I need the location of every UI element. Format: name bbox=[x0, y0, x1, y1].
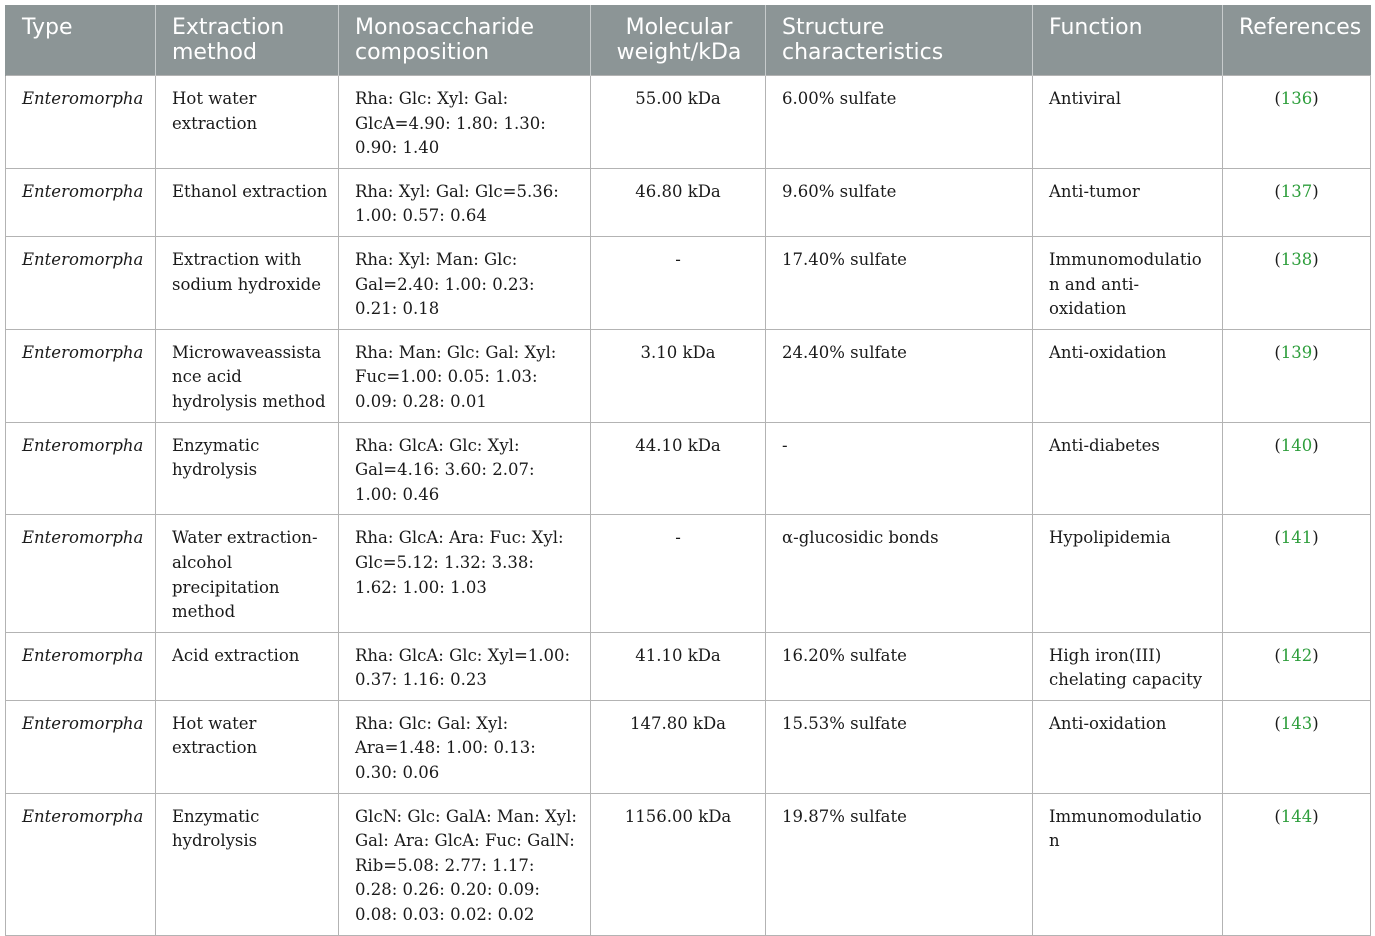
cell-extraction-method: Microwaveassistance acid hydrolysis method bbox=[156, 329, 339, 422]
cell-function: Anti-oxidation bbox=[1033, 329, 1223, 422]
table-row bbox=[6, 515, 1371, 632]
cell-composition: Rha: Glc: Xyl: Gal: GlcA=4.90: 1.80: 1.30: 0.90: 1.40 bbox=[339, 76, 591, 169]
ref-close-paren: ) bbox=[1312, 528, 1319, 548]
table-row bbox=[6, 632, 1371, 700]
cell-composition: GlcN: Glc: GalA: Man: Xyl: Gal: Ara: GlcA: Fuc: GalN: Rib=5.08: 2.77: 1.17: 0.28: 0.26: 0.20: 0.09: 0.08: 0.03: 0.02: 0.02 bbox=[339, 793, 591, 935]
cell-molecular-weight: 55.00 kDa bbox=[591, 76, 766, 169]
ref-open-paren: ( bbox=[1274, 342, 1281, 362]
table-row bbox=[6, 793, 1371, 935]
table-row bbox=[6, 236, 1371, 329]
header-row bbox=[6, 5, 1371, 76]
ref-close-paren: ) bbox=[1312, 435, 1319, 455]
reference-link[interactable]: 137 bbox=[1280, 181, 1313, 201]
cell-structure: α-glucosidic bonds bbox=[766, 515, 1033, 632]
ref-close-paren: ) bbox=[1312, 89, 1319, 108]
cell-type: Enteromorpha bbox=[6, 236, 156, 329]
cell-function: Antiviral bbox=[1033, 76, 1223, 169]
cell-function: Anti-tumor bbox=[1033, 168, 1223, 236]
cell-reference bbox=[1223, 515, 1371, 632]
table-row bbox=[6, 329, 1371, 422]
cell-function: Immunomodulation and anti-oxidation bbox=[1033, 236, 1223, 329]
cell-structure: 17.40% sulfate bbox=[766, 236, 1033, 329]
cell-molecular-weight: 44.10 kDa bbox=[591, 422, 766, 515]
header-molecular-weight: Molecular weight/kDa bbox=[591, 5, 766, 76]
table-row bbox=[6, 700, 1371, 793]
cell-structure: 6.00% sulfate bbox=[766, 76, 1033, 169]
cell-function: Immunomodulation bbox=[1033, 793, 1223, 935]
cell-molecular-weight: 3.10 kDa bbox=[591, 329, 766, 422]
ref-open-paren: ( bbox=[1274, 713, 1281, 733]
cell-extraction-method: Acid extraction bbox=[156, 632, 339, 700]
cell-type: Enteromorpha bbox=[6, 632, 156, 700]
cell-type: Enteromorpha bbox=[6, 793, 156, 935]
header-extraction-method: Extraction method bbox=[156, 5, 339, 76]
cell-composition: Rha: Man: Glc: Gal: Xyl: Fuc=1.00: 0.05: 1.03: 0.09: 0.28: 0.01 bbox=[339, 329, 591, 422]
reference-link[interactable]: 139 bbox=[1280, 342, 1313, 362]
table-row bbox=[6, 168, 1371, 236]
reference-link[interactable]: 141 bbox=[1280, 528, 1313, 548]
cell-extraction-method: Enzymatic hydrolysis bbox=[156, 422, 339, 515]
reference-link[interactable]: 138 bbox=[1280, 249, 1313, 269]
table-row bbox=[6, 422, 1371, 515]
cell-function: High iron(III) chelating capacity bbox=[1033, 632, 1223, 700]
cell-reference bbox=[1223, 793, 1371, 935]
cell-extraction-method: Enzymatic hydrolysis bbox=[156, 793, 339, 935]
cell-composition: Rha: Glc: Gal: Xyl: Ara=1.48: 1.00: 0.13: 0.30: 0.06 bbox=[339, 700, 591, 793]
ref-open-paren: ( bbox=[1274, 645, 1281, 665]
cell-extraction-method: Ethanol extraction bbox=[156, 168, 339, 236]
cell-composition: Rha: GlcA: Glc: Xyl: Gal=4.16: 3.60: 2.07: 1.00: 0.46 bbox=[339, 422, 591, 515]
header-structure-characteristics: Structure characteristics bbox=[766, 5, 1033, 76]
cell-structure: 24.40% sulfate bbox=[766, 329, 1033, 422]
header-references: References bbox=[1223, 5, 1371, 76]
ref-open-paren: ( bbox=[1274, 181, 1281, 201]
cell-composition: Rha: Xyl: Gal: Glc=5.36: 1.00: 0.57: 0.64 bbox=[339, 168, 591, 236]
header-monosaccharide-composition: Monosaccharide composition bbox=[339, 5, 591, 76]
cell-reference bbox=[1223, 76, 1371, 169]
ref-open-paren: ( bbox=[1274, 528, 1281, 548]
cell-extraction-method: Extraction with sodium hydroxide bbox=[156, 236, 339, 329]
ref-close-paren: ) bbox=[1312, 181, 1319, 201]
cell-composition: Rha: GlcA: Glc: Xyl=1.00: 0.37: 1.16: 0.23 bbox=[339, 632, 591, 700]
cell-extraction-method: Hot water extraction bbox=[156, 76, 339, 169]
cell-molecular-weight: 46.80 kDa bbox=[591, 168, 766, 236]
cell-structure: 19.87% sulfate bbox=[766, 793, 1033, 935]
reference-link[interactable]: 144 bbox=[1280, 806, 1313, 826]
cell-type: Enteromorpha bbox=[6, 329, 156, 422]
cell-molecular-weight: 41.10 kDa bbox=[591, 632, 766, 700]
cell-structure: 16.20% sulfate bbox=[766, 632, 1033, 700]
header-function: Function bbox=[1033, 5, 1223, 76]
reference-link[interactable]: 143 bbox=[1280, 713, 1313, 733]
cell-molecular-weight: 147.80 kDa bbox=[591, 700, 766, 793]
cell-reference bbox=[1223, 422, 1371, 515]
reference-link[interactable]: 136 bbox=[1280, 89, 1313, 108]
reference-link[interactable]: 140 bbox=[1280, 435, 1313, 455]
header-type: Type bbox=[6, 5, 156, 76]
cell-structure: 15.53% sulfate bbox=[766, 700, 1033, 793]
cell-composition: Rha: GlcA: Ara: Fuc: Xyl: Glc=5.12: 1.32: 3.38: 1.62: 1.00: 1.03 bbox=[339, 515, 591, 632]
cell-extraction-method: Water extraction-alcohol precipitation method bbox=[156, 515, 339, 632]
cell-structure: - bbox=[766, 422, 1033, 515]
ref-open-paren: ( bbox=[1274, 89, 1281, 108]
table-row bbox=[6, 76, 1371, 169]
cell-function: Anti-diabetes bbox=[1033, 422, 1223, 515]
cell-reference bbox=[1223, 632, 1371, 700]
cell-structure: 9.60% sulfate bbox=[766, 168, 1033, 236]
cell-extraction-method: Hot water extraction bbox=[156, 700, 339, 793]
cell-type: Enteromorpha bbox=[6, 515, 156, 632]
reference-link[interactable]: 142 bbox=[1280, 645, 1313, 665]
cell-molecular-weight: - bbox=[591, 515, 766, 632]
ref-close-paren: ) bbox=[1312, 342, 1319, 362]
cell-molecular-weight: - bbox=[591, 236, 766, 329]
cell-function: Anti-oxidation bbox=[1033, 700, 1223, 793]
cell-reference bbox=[1223, 329, 1371, 422]
cell-composition: Rha: Xyl: Man: Glc: Gal=2.40: 1.00: 0.23: 0.21: 0.18 bbox=[339, 236, 591, 329]
cell-reference bbox=[1223, 236, 1371, 329]
cell-reference bbox=[1223, 168, 1371, 236]
ref-close-paren: ) bbox=[1312, 249, 1319, 269]
ref-open-paren: ( bbox=[1274, 249, 1281, 269]
ref-close-paren: ) bbox=[1312, 713, 1319, 733]
cell-type: Enteromorpha bbox=[6, 700, 156, 793]
cell-type: Enteromorpha bbox=[6, 76, 156, 169]
ref-close-paren: ) bbox=[1312, 806, 1319, 826]
cell-type: Enteromorpha bbox=[6, 422, 156, 515]
cell-function: Hypolipidemia bbox=[1033, 515, 1223, 632]
cell-type: Enteromorpha bbox=[6, 168, 156, 236]
cell-molecular-weight: 1156.00 kDa bbox=[591, 793, 766, 935]
ref-open-paren: ( bbox=[1274, 806, 1281, 826]
polysaccharide-table bbox=[5, 5, 1371, 936]
ref-open-paren: ( bbox=[1274, 435, 1281, 455]
cell-reference bbox=[1223, 700, 1371, 793]
ref-close-paren: ) bbox=[1312, 645, 1319, 665]
